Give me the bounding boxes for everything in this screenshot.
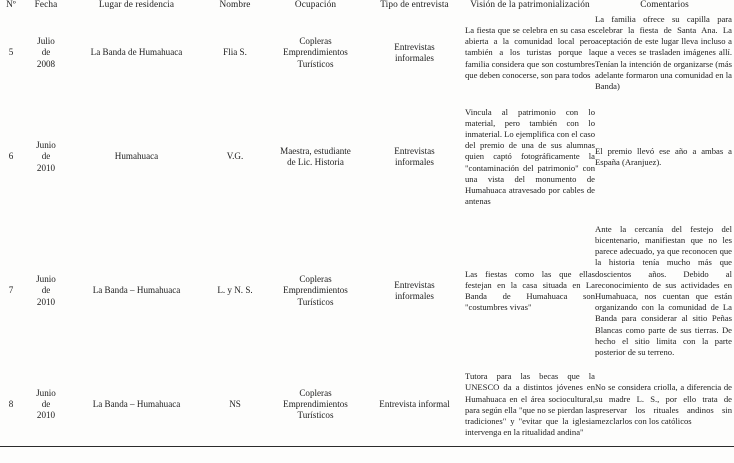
ocupacion-line-2: Emprendimientos [283,285,348,296]
table-header [0,0,734,10]
table-body [0,10,734,446]
tipo-line-2: informales [395,53,434,63]
cell-fecha [22,10,70,96]
cell-vision [465,364,595,446]
cell-num: 8 [0,364,22,446]
cell-vision-text: Las fiestas como las que ellas festejan en la casa situada en La Banda de Humahuaca son "costumbres vivas" [465,268,595,313]
ocupacion-line-3: Turísticos [297,296,334,307]
ocupacion-line-3: Turísticos [297,410,334,421]
cell-lugar: La Banda de Humahuaca [90,47,183,58]
column-header-num: Nº [6,0,16,10]
cell-comentarios [595,364,734,446]
cell-tipo [364,364,465,446]
cell-num: 5 [8,47,14,58]
tipo-line-1: Entrevistas [394,41,435,52]
cell-nombre: Flia S. [223,47,247,58]
cell-fecha [22,218,70,364]
fecha-line-1: Junio [36,273,56,284]
table-row [0,364,734,446]
cell-vision [465,96,595,218]
column-header-nombre: Nombre [219,0,251,10]
cell-comentarios-text: El premio llevó ese año a ambas a España (Aranjuez). [595,145,732,167]
cell-vision-text: La fiesta que se celebra en su casa es abierta a la comunidad local pero también a los turistas porque la familia considera que son costumbres que deben conocerse, son para todos [465,25,595,80]
ocupacion-line-3: Turísticos [297,58,334,69]
ocupacion-line-1: Copleras [299,387,332,398]
ocupacion-line-1: Copleras [299,273,332,284]
fecha-line-1: Junio [36,139,56,150]
cell-comentarios-text: No se considera criolla, a diferencia de su madre L. S., por ello trata de preservar los rituales andinos sin mezclarlos con los católicos [595,382,732,426]
tipo-line-2: informales [395,157,434,167]
table-row [0,10,734,96]
ocupacion-line-2: de Lic. Historia [287,157,344,167]
fecha-line-3: 2010 [36,410,56,421]
column-header-ocupacion: Ocupación [294,0,337,10]
column-header-tipo: Tipo de entrevista [380,0,449,10]
cell-num: 7 [8,285,14,296]
cell-vision-text: Vincula al patrimonio con lo material, pero también con lo inmaterial. Lo ejemplifica con el caso del premio de una de sus alumnas quien captó fotográficamente la "contaminación del patrimonio" con una vista del monumento de Humahuaca atravesado por cables de antenas [465,106,595,207]
cell-tipo [364,96,465,218]
ocupacion-line-2: Emprendimientos [283,399,348,410]
fecha-line-3: 2010 [36,296,56,307]
column-header-lugar: Lugar de residencia [98,0,175,10]
cell-tipo [364,218,465,364]
column-header-fecha: Fecha [34,0,58,10]
cell-comentarios [595,96,734,218]
cell-nombre: NS [203,364,267,446]
cell-nombre: V.G. [226,151,244,162]
cell-ocupacion [267,364,364,446]
fecha-line-2: de [41,47,51,58]
tipo-line-1: Entrevistas [394,279,435,290]
cell-lugar: Humahuaca [114,151,159,162]
cell-vision-text: Tutora para las becas que la UNESCO da a distintos jóvenes en Humahuaca en el área sociocultural, para según ella "que no se pierdan las tradiciones" y "evitar que la iglesia intervenga en la ritualidad andina" [465,371,595,438]
cell-comentarios-text: La familia ofrece su capilla para celebrar la fiesta de Santa Ana. La aceptación de este lugar lleva incluso a que a veces se trasladen imágenes allí. Tenían la intención de organizarse (más adelante formaron una comunidad en la Banda) [595,13,732,91]
fecha-line-1: Junio [36,387,56,398]
cell-comentarios [595,218,734,364]
table-header-row [0,0,734,10]
cell-ocupacion [267,10,364,96]
cell-fecha [22,96,70,218]
ocupacion-line-2: Emprendimientos [283,47,348,58]
cell-nombre: L. y N. S. [217,285,253,296]
table-row [0,96,734,218]
cell-fecha [22,364,70,446]
cell-tipo [364,10,465,96]
cell-comentarios [595,10,734,96]
table-row [0,218,734,364]
cell-comentarios-text: Ante la cercanía del festejo del bicentenario, manifiestan que no les parece adecuado, ya que reconocen que la historia tenía mucho más que doscientos años. Debido al reconocimiento de sus actividades en Humahuaca, nos cuentan que están organizando con la comunidad de La Banda para considerar al sitio Peñas Blancas como parte de sus tierras. De hecho el sitio limita con la parte posterior de su terreno. [595,223,732,357]
ocupacion-line-1: Copleras [299,35,332,46]
fecha-line-2: de [41,151,51,162]
cell-ocupacion [267,96,364,218]
fecha-line-1: Julio [37,35,55,46]
tipo-line-2: informales [395,291,434,301]
cell-num: 6 [8,151,14,162]
ocupacion-line-1: Maestra, estudiante [280,145,351,156]
fecha-line-2: de [41,285,51,296]
fecha-line-2: de [41,399,51,410]
column-header-comentarios: Comentarios [640,0,689,10]
cell-lugar: La Banda – Humahuaca [70,364,203,446]
tipo-line-1: Entrevista informal [379,399,450,410]
cell-ocupacion [267,218,364,364]
tipo-line-1: Entrevistas [394,145,435,156]
fecha-line-3: 2010 [36,162,56,173]
cell-lugar: La Banda – Humahuaca [92,285,181,296]
fecha-line-3: 2008 [36,58,56,69]
cell-vision [465,10,595,96]
cell-vision [465,218,595,364]
column-header-vision: Visión de la patrimonialización [470,0,590,10]
